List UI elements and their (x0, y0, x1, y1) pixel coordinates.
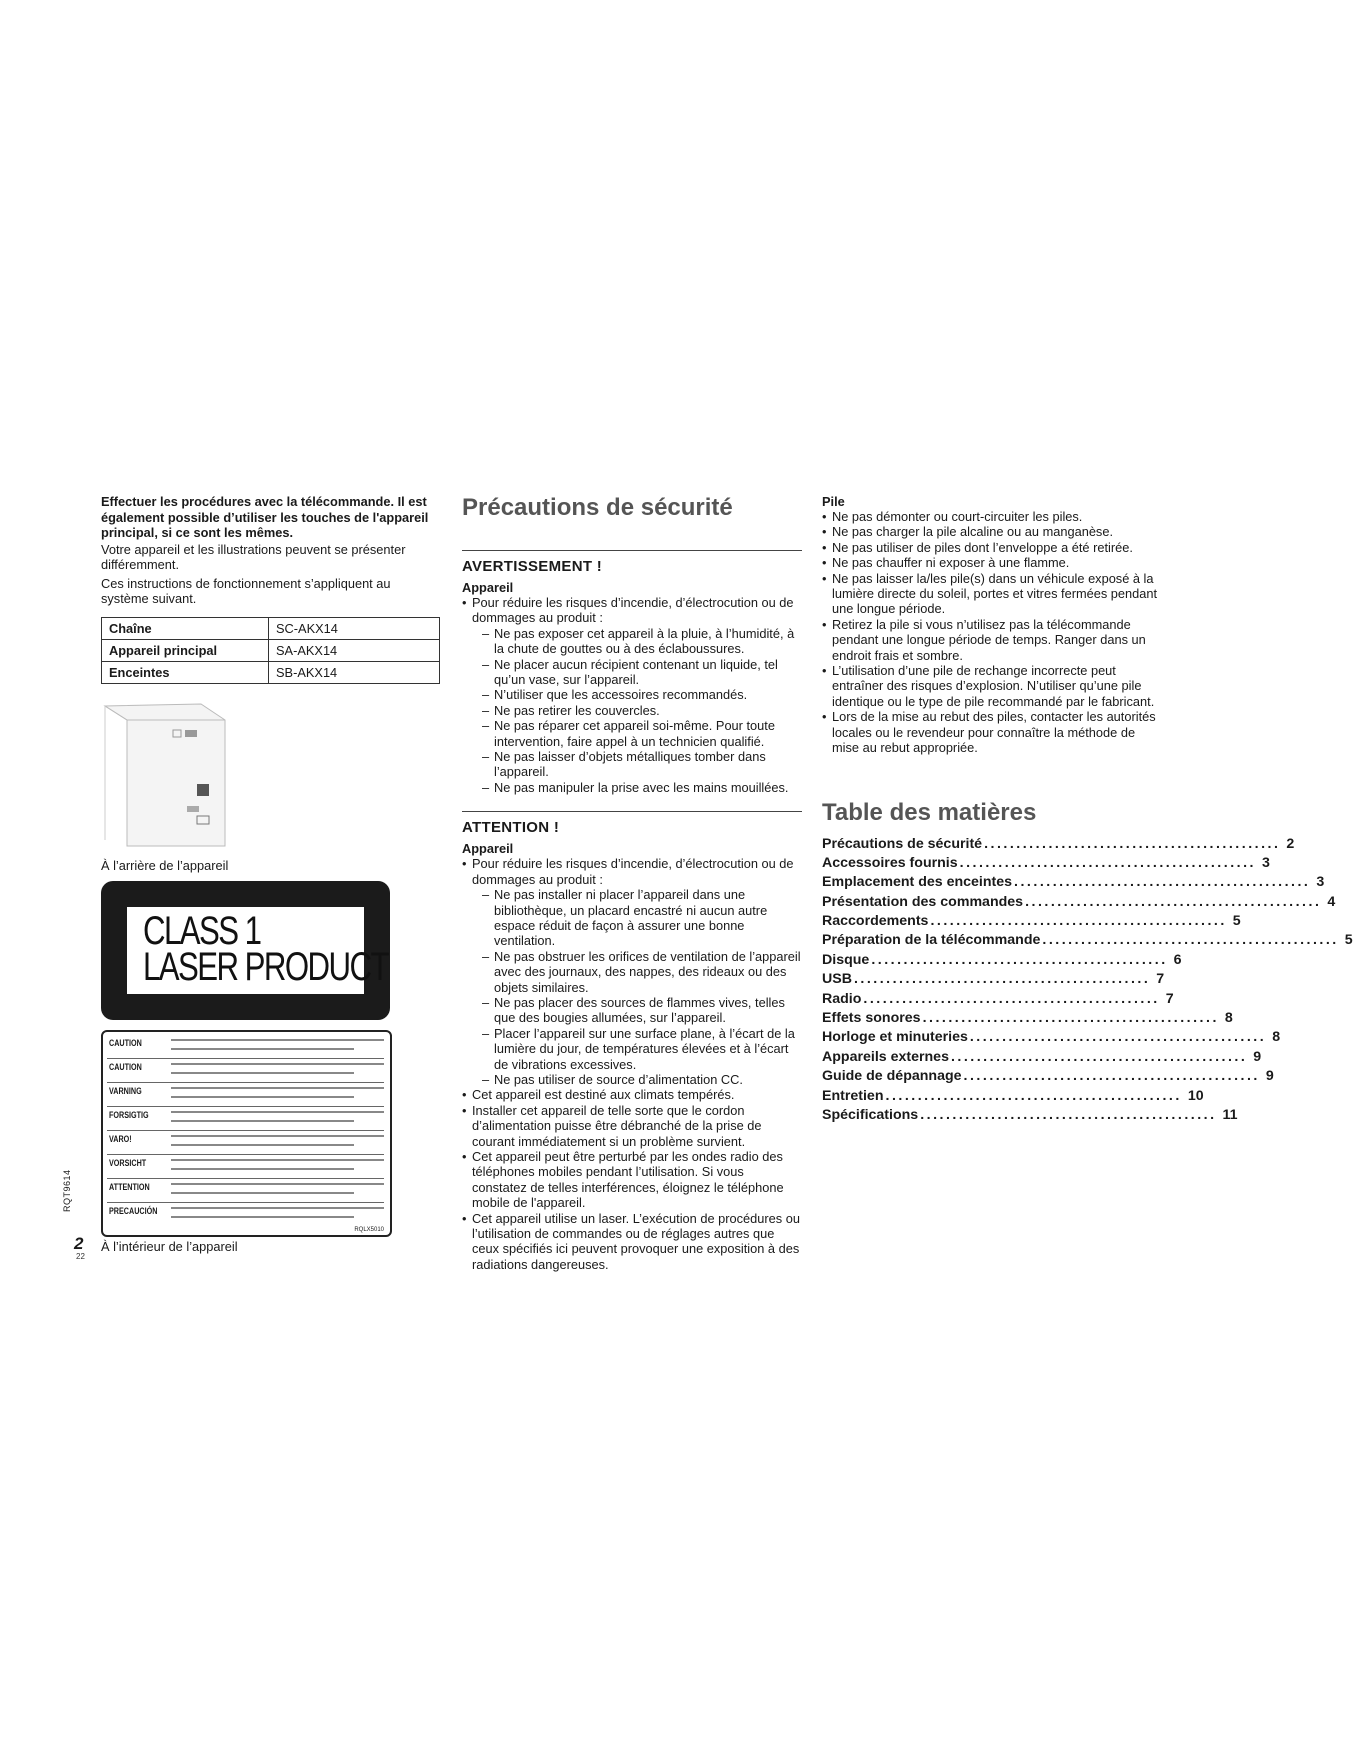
toc-entry-label: Appareils externes (822, 1048, 949, 1065)
toc-list (822, 835, 1353, 1126)
toc-leader: .............................................. (922, 1010, 1219, 1027)
toc-entry[interactable] (822, 893, 1336, 912)
toc-entry[interactable] (822, 1028, 1281, 1047)
toc-entry[interactable] (822, 951, 1182, 970)
warning-row (107, 1202, 384, 1226)
section-divider (462, 811, 802, 812)
battery-list (822, 509, 1162, 756)
inside-caption: À l’intérieur de l’appareil (101, 1238, 238, 1254)
warning-row-key: VARNING (109, 1085, 142, 1096)
section-divider (462, 550, 802, 551)
toc-entry-label: Raccordements (822, 913, 929, 930)
list-item: • Ne pas démonter ou court-circuiter les piles. (822, 509, 1162, 524)
toc-entry-label: Précautions de sécurité (822, 835, 983, 852)
list-item: – Ne pas installer ni placer l’appareil dans une bibliothèque, un placard encastré ni aucun autre espace réduit de façon à assurer une bonne ventilation. (482, 887, 802, 949)
list-item: – Ne pas réparer cet appareil soi-même. Pour toute intervention, faire appel à un technicien qualifié. (482, 718, 802, 749)
warning-row-key: FORSIGTIG (109, 1109, 149, 1120)
toc-entry-label: Disque (822, 951, 870, 968)
toc-entry-page: 3 (1316, 874, 1325, 891)
toc-entry-page: 9 (1253, 1048, 1262, 1065)
toc-entry-page: 10 (1187, 1087, 1204, 1104)
toc-entry-label: Guide de dépannage (822, 1068, 962, 1085)
warning-row-key: VORSICHT (109, 1157, 147, 1168)
toc-entry[interactable] (822, 931, 1353, 950)
model-value: SA-AKX14 (269, 639, 440, 661)
toc-entry[interactable] (822, 1087, 1204, 1106)
toc-entry-label: Effets sonores (822, 1010, 921, 1027)
toc-entry-page: 8 (1224, 1010, 1233, 1027)
toc-entry-page: 9 (1265, 1068, 1274, 1085)
warning-row (107, 1106, 384, 1131)
model-label: Appareil principal (102, 639, 269, 661)
safety-title: Précautions de sécurité (462, 494, 733, 521)
list-item: – Ne pas obstruer les orifices de ventilation de l’appareil avec des journaux, des nappes, des rideaux ou des objets similaires. (482, 949, 802, 995)
toc-entry-label: Radio (822, 990, 862, 1007)
toc-leader: .............................................. (885, 1087, 1182, 1104)
toc-entry-page: 3 (1261, 854, 1270, 871)
warning-label-code: RQLX5010 (354, 1226, 384, 1233)
attention-items (472, 887, 802, 1087)
toc-entry[interactable] (822, 990, 1174, 1009)
warning-row-key: PRECAUCIÓN (109, 1205, 158, 1216)
warning-subheading: Appareil (462, 580, 514, 595)
toc-entry-page: 5 (1232, 913, 1241, 930)
list-item: • Cet appareil peut être perturbé par les ondes radio des téléphones mobiles pendant l’utilisation. Si vous constatez de telles interférences, éloignez le téléphone mobile de l'appareil. (462, 1149, 802, 1211)
toc-leader: .............................................. (920, 1106, 1217, 1123)
list-item: • Retirez la pile si vous n’utilisez pas la télécommande pendant une longue période de temps. Ranger dans un endroit frais et sombre. (822, 617, 1162, 663)
warning-row-key: ATTENTION (109, 1181, 150, 1192)
list-item: – Ne pas retirer les couvercles. (482, 703, 802, 718)
toc-entry-page: 6 (1173, 951, 1182, 968)
warning-list (462, 595, 802, 795)
document-code: RQT9614 (62, 1169, 72, 1212)
toc-leader: .............................................. (1014, 874, 1311, 891)
toc-entry-page: 7 (1165, 990, 1174, 1007)
table-row (102, 617, 440, 639)
toc-leader: .............................................. (950, 1048, 1248, 1065)
warning-row-key: CAUTION (109, 1037, 142, 1048)
warning-row (107, 1082, 384, 1107)
attention-subheading: Appareil (462, 841, 514, 857)
intro-bold-note: Effectuer les procédures avec la télécommande. Il est également possible d’utiliser les touches de l'appareil principal, si ce sont les mêmes. (101, 494, 429, 540)
toc-entry-label: Entretien (822, 1087, 884, 1104)
warning-row-key: VARO! (109, 1133, 132, 1144)
toc-entry-label: Accessoires fournis (822, 854, 958, 871)
intro-paragraph-1: Votre appareil et les illustrations peuvent se présenter différemment. (101, 541, 406, 572)
list-item: – Ne pas laisser d’objets métalliques tomber dans l’appareil. (482, 749, 802, 780)
model-value: SC-AKX14 (269, 617, 440, 639)
toc-entry-page: 5 (1344, 932, 1353, 949)
table-row (102, 661, 440, 683)
page-number: 2 (74, 1234, 84, 1253)
toc-leader: .............................................. (959, 854, 1256, 871)
toc-entry[interactable] (822, 1048, 1262, 1067)
toc-entry[interactable] (822, 1067, 1274, 1086)
toc-entry-label: Présentation des commandes (822, 893, 1024, 910)
device-rear-illustration (101, 700, 231, 850)
toc-entry-page: 4 (1327, 893, 1336, 910)
warning-items (472, 626, 802, 795)
model-label: Enceintes (102, 661, 269, 683)
laser-label-line1: CLASS 1 (143, 908, 261, 953)
toc-leader: .............................................. (853, 971, 1151, 988)
list-item: – N’utiliser que les accessoires recommandés. (482, 687, 802, 702)
toc-leader: .............................................. (1042, 932, 1339, 949)
toc-leader: .............................................. (963, 1068, 1260, 1085)
list-item: – Ne pas exposer cet appareil à la pluie, à l’humidité, à la chute de gouttes ou à des éclaboussures. (482, 626, 802, 657)
list-item (462, 595, 802, 795)
model-label: Chaîne (102, 617, 269, 639)
laser-label-panel (127, 907, 388, 994)
list-item: – Ne pas utiliser de source d’alimentation CC. (482, 1072, 802, 1087)
list-item: • Ne pas laisser la/les pile(s) dans un véhicule exposé à la lumière directe du soleil, portes et vitres fermées pendant une longue période. (822, 571, 1162, 617)
attention-heading: ATTENTION ! (462, 819, 560, 837)
warning-heading: AVERTISSEMENT ! (462, 558, 603, 575)
list-item: • Cet appareil est destiné aux climats tempérés. (462, 1087, 802, 1102)
intro-column (101, 494, 440, 1254)
toc-leader: .............................................. (984, 835, 1281, 852)
page-subnumber: 22 (76, 1252, 85, 1261)
list-item: • Ne pas chauffer ni exposer à une flamme. (822, 555, 1162, 570)
toc-entry-page: 2 (1286, 835, 1295, 852)
intro-paragraph-2: Ces instructions de fonctionnement s’appliquent au système suivant. (101, 575, 391, 606)
toc-leader: .............................................. (863, 990, 1160, 1007)
safety-column (462, 494, 802, 1272)
list-item: – Ne pas manipuler la prise avec les mains mouillées. (482, 780, 802, 795)
laser-class-label (101, 881, 390, 1020)
toc-entry-page: 7 (1156, 971, 1165, 988)
list-item: • Cet appareil utilise un laser. L’exécution de procédures ou l’utilisation de commandes ou de réglages autres que ceux spécifiés ici peuvent provoquer une exposition à des radiations dangereuses. (462, 1211, 802, 1273)
toc-entry[interactable] (822, 1009, 1233, 1028)
toc-entry-label: Horloge et minuteries (822, 1029, 968, 1046)
laser-label-line2: LASER PRODUCT (143, 944, 388, 989)
warning-intro: Pour réduire les risques d’incendie, d’électrocution ou de dommages au produit : (472, 595, 794, 626)
toc-entry-label: Emplacement des enceintes (822, 874, 1013, 891)
toc-entry-label: Préparation de la télécommande (822, 932, 1041, 949)
warning-row (107, 1154, 384, 1179)
list-item: – Ne pas placer des sources de flammes vives, telles que des bougies allumées, sur l’appareil. (482, 995, 802, 1026)
warning-row (107, 1058, 384, 1083)
attention-list (462, 856, 802, 1272)
attention-intro: Pour réduire les risques d’incendie, d’électrocution ou de dommages au produit : (472, 856, 794, 887)
warning-row (107, 1130, 384, 1155)
toc-entry-page: 8 (1272, 1029, 1281, 1046)
warning-row-key: CAUTION (109, 1061, 142, 1072)
list-item: – Ne placer aucun récipient contenant un liquide, tel qu’un vase, sur l’appareil. (482, 657, 802, 688)
toc-entry-label: Spécifications (822, 1106, 919, 1123)
toc-entry-page: 11 (1222, 1106, 1238, 1123)
table-row (102, 639, 440, 661)
list-item: • Ne pas charger la pile alcaline ou au manganèse. (822, 524, 1162, 539)
toc-entry-label: USB (822, 971, 852, 988)
toc-leader: .............................................. (969, 1029, 1267, 1046)
toc-entry[interactable] (822, 854, 1270, 873)
list-item: • Installer cet appareil de telle sorte que le cordon d’alimentation puisse être débranché de la prise de courant immédiatement si un problème survient. (462, 1103, 802, 1149)
list-item: • Lors de la mise au rebut des piles, contacter les autorités locales ou le revendeur pour connaître la méthode de mise au rebut appropriée. (822, 709, 1162, 755)
warning-row (107, 1034, 384, 1059)
list-item: – Placer l’appareil sur une surface plane, à l’écart de la lumière du jour, de températures élevées et à l’écart de vibrations excessives. (482, 1026, 802, 1072)
toc-leader: .............................................. (871, 951, 1168, 968)
rear-caption: À l’arrière de l’appareil (101, 857, 229, 873)
toc-leader: .............................................. (1025, 893, 1322, 910)
warning-row (107, 1178, 384, 1203)
laser-warning-label (101, 1030, 392, 1237)
list-item: • Ne pas utiliser de piles dont l’enveloppe a été retirée. (822, 540, 1162, 555)
toc-entry[interactable] (822, 873, 1325, 892)
toc-title: Table des matières (822, 798, 1037, 826)
list-item (462, 856, 802, 1087)
device-rear-drawing (101, 700, 231, 850)
models-table (101, 617, 440, 684)
toc-entry[interactable] (822, 912, 1241, 931)
battery-toc-column (822, 494, 1353, 1125)
model-value: SB-AKX14 (269, 661, 440, 683)
list-item: • L’utilisation d’une pile de rechange incorrecte peut entraîner des risques d’explosion. N’utiliser qu’une pile identique ou le type de pile recommandé par le fabricant. (822, 663, 1162, 709)
toc-entry[interactable] (822, 1106, 1238, 1125)
toc-leader: .............................................. (930, 913, 1227, 930)
toc-entry[interactable] (822, 970, 1165, 989)
battery-heading: Pile (822, 494, 845, 509)
toc-entry[interactable] (822, 835, 1295, 854)
